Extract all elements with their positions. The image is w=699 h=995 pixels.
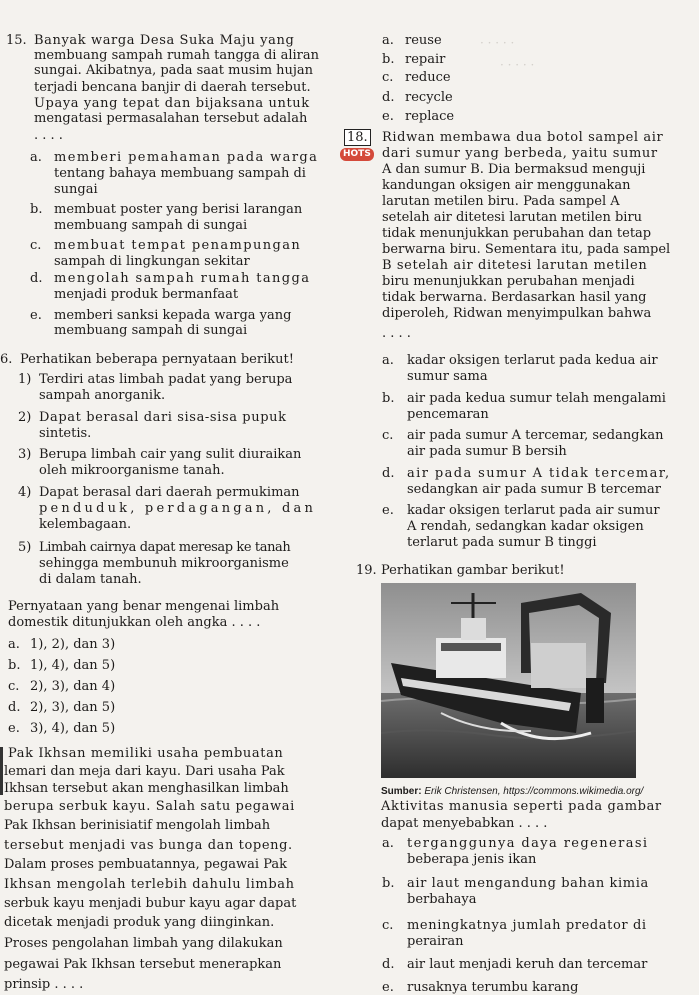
option-line[interactable]: air pada sumur A tercemar, sedangkan [407, 428, 664, 443]
option-key[interactable]: e. [8, 721, 20, 736]
option-line: sampah di lingkungan sekitar [54, 254, 250, 269]
stem-line: setelah air ditetesi larutan metilen biru [382, 210, 643, 225]
option-line: menjadi produk bermanfaat [54, 287, 239, 302]
question-line: Aktivitas manusia seperti pada gambar [381, 799, 662, 814]
stem-line: serbuk kayu menjadi bubur kayu agar dapat [4, 896, 297, 911]
stem-line: prinsip . . . . [4, 977, 84, 992]
caption-text: Erik Christensen, https://commons.wikimedia.org/ [424, 786, 644, 797]
statement-line: Berupa limbah cair yang sulit diuraikan [39, 447, 302, 462]
stem-line: Ikhsan mengolah terlebih dahulu limbah [4, 877, 295, 892]
option-key[interactable]: c. [382, 70, 394, 85]
option-key[interactable]: a. [382, 33, 394, 48]
option-line[interactable]: kadar oksigen terlarut pada air sumur [407, 503, 660, 518]
option-line[interactable]: memberi sanksi kepada warga yang [54, 308, 292, 323]
statement-line: di dalam tanah. [39, 572, 142, 587]
stem-ellipsis: . . . . [34, 128, 63, 143]
statement-line: sintetis. [39, 426, 92, 441]
option-line: berbahaya [407, 892, 477, 907]
option-line[interactable]: meningkatnya jumlah predator di [407, 918, 647, 933]
statement-line: sampah anorganik. [39, 388, 166, 403]
trawler-illustration [381, 583, 636, 778]
stem-line: B setelah air ditetesi larutan metilen [382, 258, 648, 273]
statement-key: 2) [18, 410, 32, 425]
stem-line: tersebut menjadi vas bunga dan topeng. [4, 838, 293, 853]
stem-line: membuang sampah rumah tangga di aliran [34, 48, 320, 63]
question-number: 6. [0, 352, 13, 367]
stem-line: terjadi bencana banjir di daerah tersebut. [34, 80, 311, 95]
stem-ellipsis: . . . . [382, 326, 411, 341]
statement-line: Terdiri atas limbah padat yang berupa [39, 372, 293, 387]
option-line: membuang sampah di sungai [54, 323, 248, 338]
stem-line: pegawai Pak Ikhsan tersebut menerapkan [4, 957, 282, 972]
question-number: 15. [6, 33, 27, 48]
option-line[interactable]: terganggunya daya regenerasi [407, 836, 649, 851]
option-line[interactable]: air laut mengandung bahan kimia [407, 876, 649, 891]
option-line[interactable]: membuat tempat penampungan [54, 238, 302, 253]
statement-key: 3) [18, 447, 32, 462]
statement-key: 4) [18, 485, 32, 500]
statement-line: penduduk, perdagangan, dan [39, 501, 317, 516]
option-line: membuang sampah di sungai [54, 218, 248, 233]
option-line[interactable]: rusaknya terumbu karang [407, 980, 579, 995]
option-key[interactable]: a. [30, 150, 42, 165]
stem-line: dicetak menjadi produk yang diinginkan. [4, 915, 275, 930]
hots-badge: HOTS [340, 148, 374, 161]
stem-line: Pak Ikhsan memiliki usaha pembuatan [8, 746, 284, 761]
option-key[interactable]: e. [382, 980, 394, 995]
caption-label: Sumber: [381, 786, 422, 797]
stem-line: larutan metilen biru. Pada sampel A [382, 194, 620, 209]
option-line: pencemaran [407, 407, 489, 422]
column-divider [0, 747, 3, 795]
bleed-through-text: · · · · · [480, 36, 515, 50]
statement-line: Dapat berasal dari daerah permukiman [39, 485, 300, 500]
option-key[interactable]: a. [382, 836, 394, 851]
option-line: sedangkan air pada sumur B tercemar [407, 482, 661, 497]
stem-line: berwarna biru. Sementara itu, pada sampel [382, 242, 671, 257]
stem-line: A dan sumur B. Dia bermaksud menguji [382, 162, 646, 177]
option-key[interactable]: d. [30, 271, 43, 286]
option-text[interactable]: repair [405, 52, 446, 67]
stem-line: Ridwan membawa dua botol sampel air [382, 130, 664, 145]
stem-line: Proses pengolahan limbah yang dilakukan [4, 936, 283, 951]
option-line[interactable]: air laut menjadi keruh dan tercemar [407, 957, 648, 972]
option-line: beberapa jenis ikan [407, 852, 537, 867]
option-text[interactable]: 2), 3), dan 5) [30, 700, 116, 715]
statement-line: sehingga membunuh mikroorganisme [39, 556, 289, 571]
stem-line: dari sumur yang berbeda, yaitu sumur [382, 146, 658, 161]
option-line: sungai [54, 182, 98, 197]
stem-line: Dalam proses pembuatannya, pegawai Pak [4, 857, 287, 872]
option-line[interactable]: mengolah sampah rumah tangga [54, 271, 311, 286]
option-key[interactable]: c. [30, 238, 42, 253]
option-key[interactable]: d. [382, 957, 395, 972]
option-key[interactable]: a. [382, 353, 394, 368]
option-line: tentang bahaya membuang sampah di [54, 166, 306, 181]
option-text[interactable]: 1), 2), dan 3) [30, 637, 116, 652]
option-key[interactable]: b. [8, 658, 21, 673]
bleed-through-text: · · · · · [500, 58, 535, 72]
option-line[interactable]: air pada kedua sumur telah mengalami [407, 391, 666, 406]
stem-line: Ikhsan tersebut akan menghasilkan limbah [4, 781, 289, 796]
option-key[interactable]: d. [382, 90, 395, 105]
option-key[interactable]: e. [382, 503, 394, 518]
option-key[interactable]: d. [8, 700, 21, 715]
stem-line: Upaya yang tepat dan bijaksana untuk [34, 96, 310, 111]
option-line[interactable]: memberi pemahaman pada warga [54, 150, 319, 165]
question-number: 19. [356, 563, 377, 578]
stem-line: Pak Ikhsan berinisiatif mengolah limbah [4, 818, 271, 833]
statement-line: kelembagaan. [39, 517, 132, 532]
option-line: terlarut pada sumur B tinggi [407, 535, 597, 550]
option-key[interactable]: b. [382, 52, 395, 67]
stem-line: biru menunjukkan perubahan menjadi [382, 274, 635, 289]
question-number: 18. [344, 129, 371, 146]
question-line: Pernyataan yang benar mengenai limbah [8, 599, 280, 614]
option-text[interactable]: 1), 4), dan 5) [30, 658, 116, 673]
option-key[interactable]: c. [8, 679, 20, 694]
option-line: air pada sumur B bersih [407, 444, 567, 459]
statement-line: oleh mikroorganisme tanah. [39, 463, 225, 478]
stem-line: sungai. Akibatnya, pada saat musim hujan [34, 63, 314, 78]
option-key[interactable]: d. [382, 466, 395, 481]
option-line[interactable]: membuat poster yang berisi larangan [54, 202, 303, 217]
option-text[interactable]: 3), 4), dan 5) [30, 721, 116, 736]
fishing-trawler-photo [381, 583, 636, 778]
option-key[interactable]: b. [382, 876, 395, 891]
option-text[interactable]: reduce [405, 70, 451, 85]
option-key[interactable]: b. [382, 391, 395, 406]
statement-key: 5) [18, 540, 32, 555]
option-line: sumur sama [407, 369, 488, 384]
stem-line: diperoleh, Ridwan menyimpulkan bahwa [382, 306, 652, 321]
option-line: A rendah, sedangkan kadar oksigen [407, 519, 644, 534]
stem-line: Perhatikan beberapa pernyataan berikut! [20, 352, 294, 367]
stem-line: Perhatikan gambar berikut! [381, 563, 565, 578]
statement-line: Limbah cairnya dapat meresap ke tanah [39, 540, 291, 555]
option-line[interactable]: air pada sumur A tidak tercemar, [407, 466, 671, 481]
photo-caption [381, 786, 643, 797]
option-text[interactable]: 2), 3), dan 4) [30, 679, 116, 694]
stem-line: tidak menunjukkan perubahan dan tetap [382, 226, 652, 241]
statement-key: 1) [18, 372, 32, 387]
option-line[interactable]: kadar oksigen terlarut pada kedua air [407, 353, 658, 368]
option-key[interactable]: c. [382, 428, 394, 443]
stem-line: berupa serbuk kayu. Salah satu pegawai [4, 799, 295, 814]
stem-line: mengatasi permasalahan tersebut adalah [34, 111, 308, 126]
option-key[interactable]: b. [30, 202, 43, 217]
option-line: perairan [407, 934, 464, 949]
question-line: dapat menyebabkan . . . . [381, 816, 548, 831]
statement-line: Dapat berasal dari sisa-sisa pupuk [39, 410, 287, 425]
stem-line: Banyak warga Desa Suka Maju yang [34, 33, 295, 48]
option-key[interactable]: c. [382, 918, 394, 933]
option-key[interactable]: e. [382, 109, 394, 124]
question-line: domestik ditunjukkan oleh angka . . . . [8, 615, 261, 630]
option-text[interactable]: replace [405, 109, 455, 124]
option-text[interactable]: reuse [405, 33, 442, 48]
option-key[interactable]: a. [8, 637, 20, 652]
option-key[interactable]: e. [30, 308, 42, 323]
stem-line: tidak berwarna. Berdasarkan hasil yang [382, 290, 647, 305]
option-text[interactable]: recycle [405, 90, 453, 105]
stem-line: kandungan oksigen air menggunakan [382, 178, 631, 193]
stem-line: lemari dan meja dari kayu. Dari usaha Pak [4, 764, 285, 779]
